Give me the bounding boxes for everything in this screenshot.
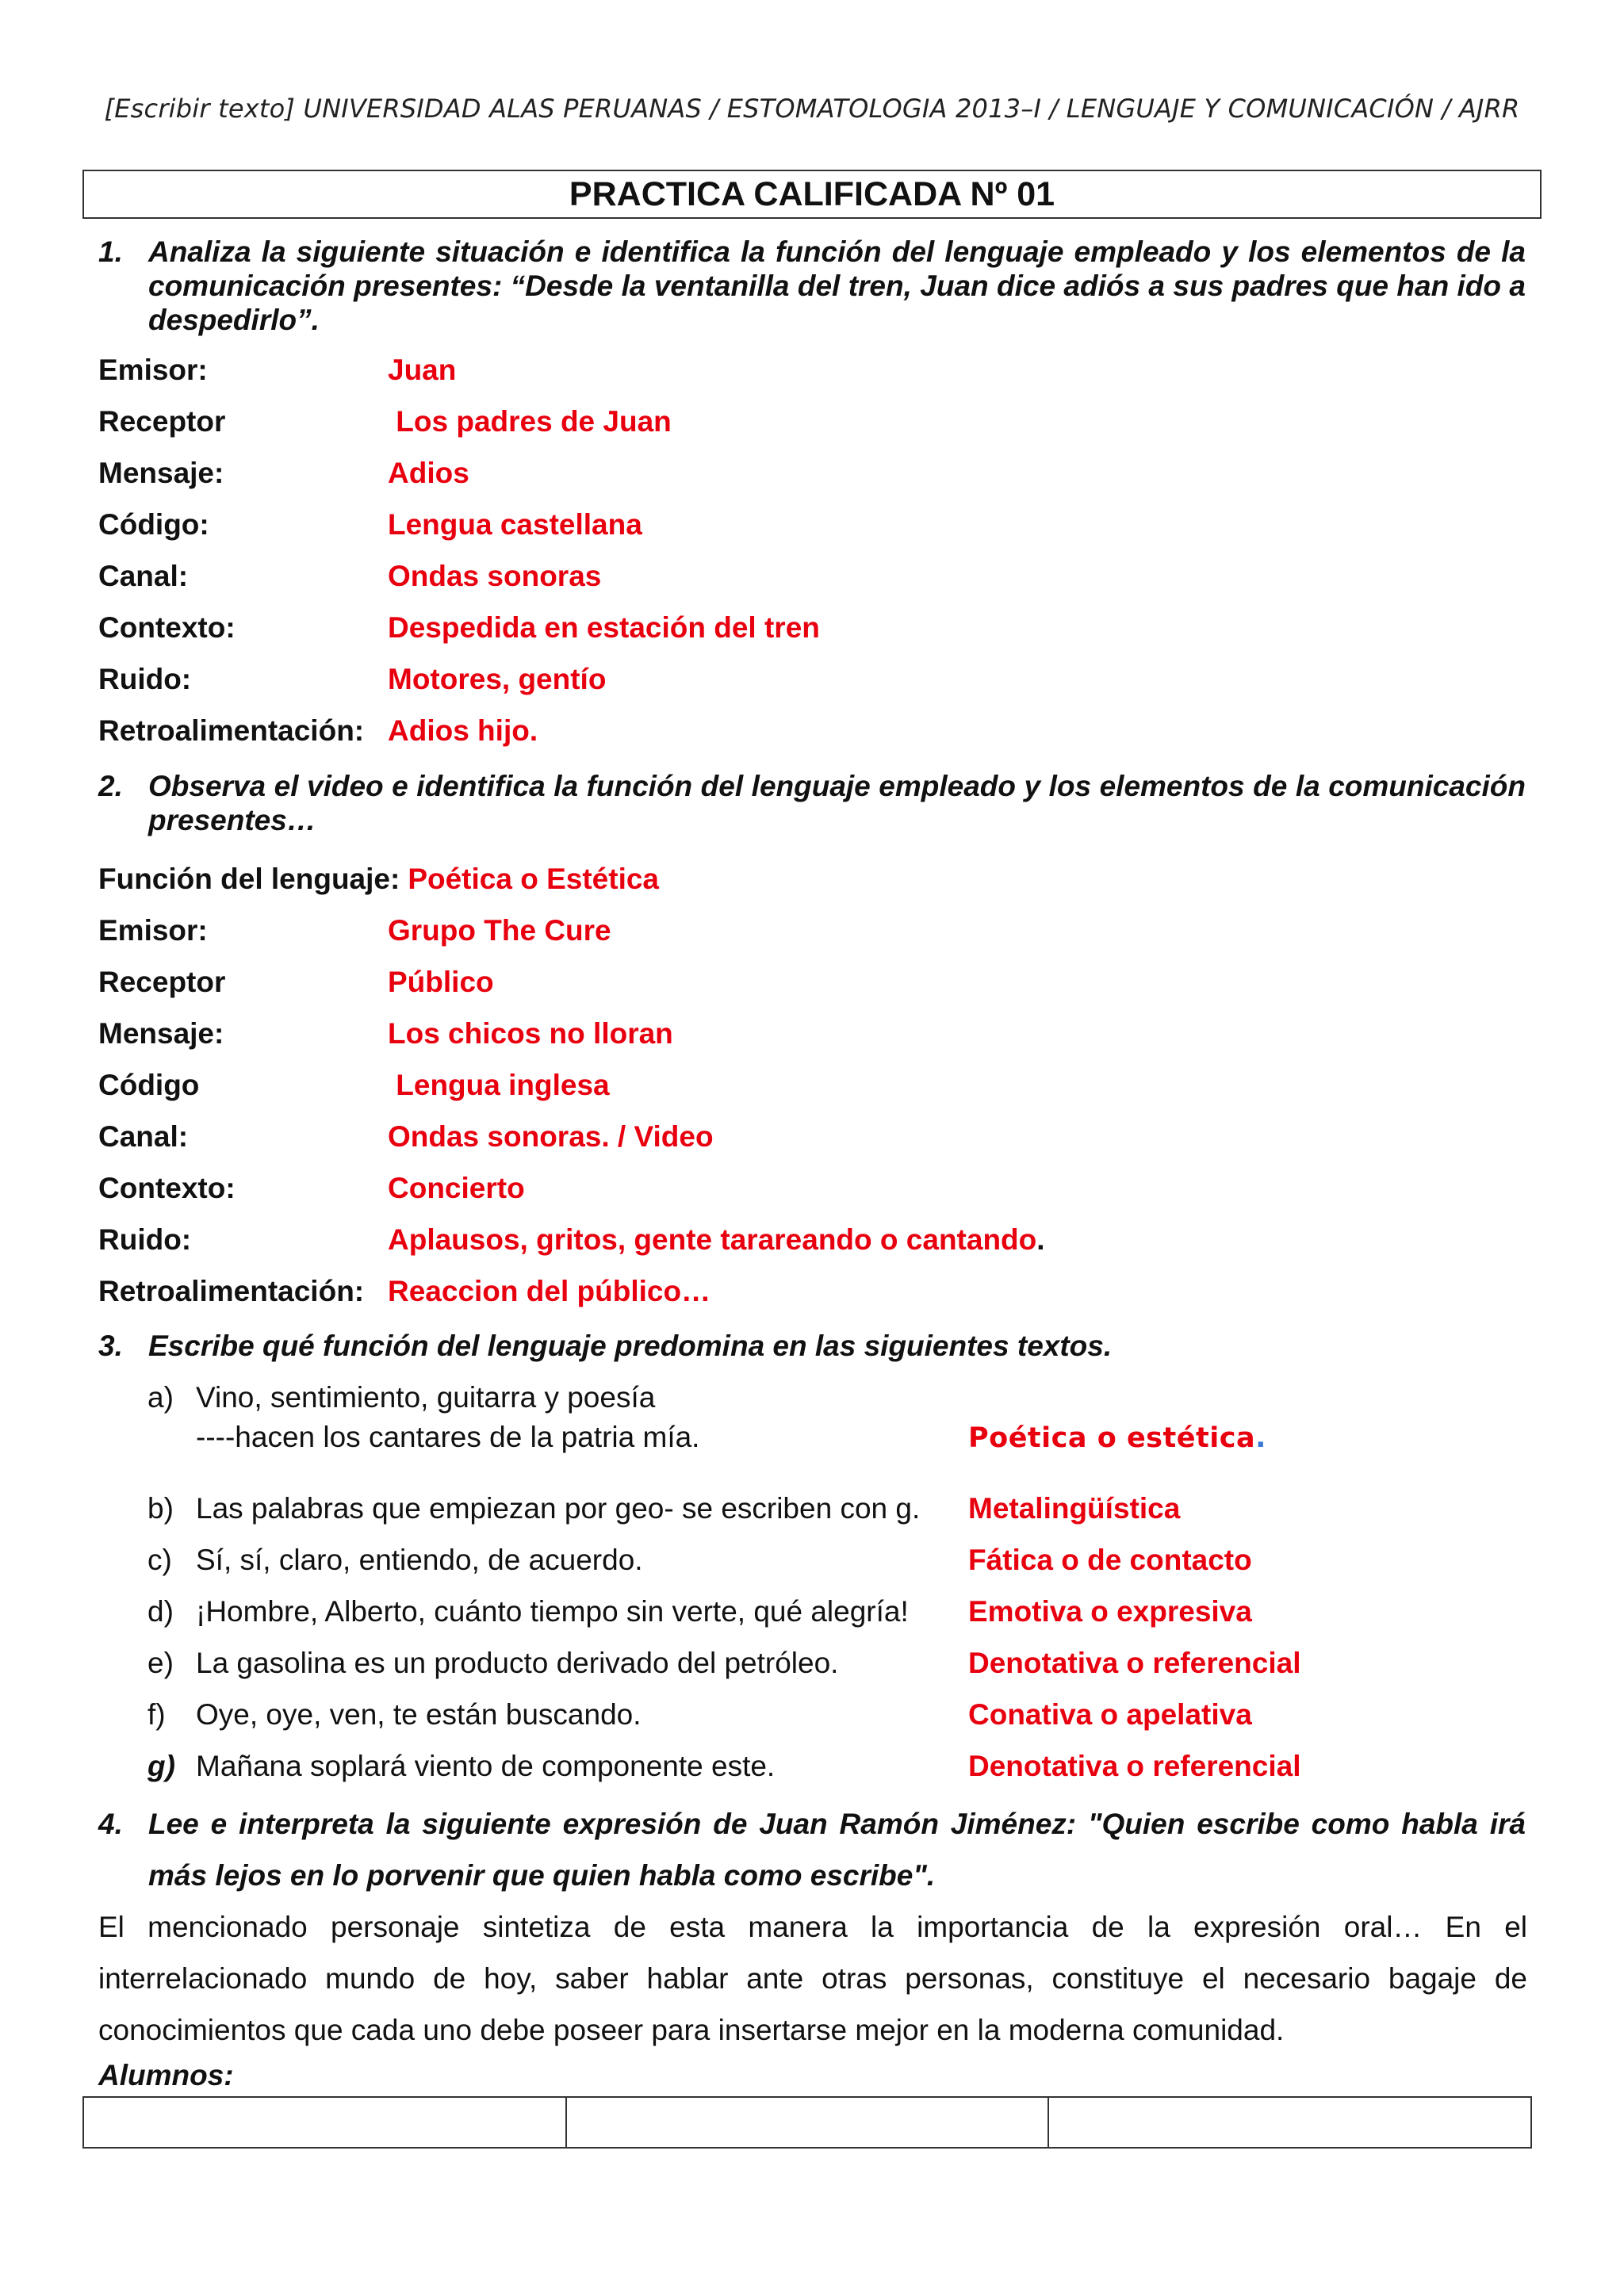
item-text: ¡Hombre, Alberto, cuánto tiempo sin verte, qué alegría!	[196, 1595, 909, 1628]
q2-row-emisor	[98, 911, 611, 951]
q3-answer-b: Metalingüística	[968, 1492, 1181, 1525]
q1-row-receptor	[98, 402, 672, 442]
item-letter: f)	[147, 1698, 166, 1731]
q3-answer-e: Denotativa o referencial	[968, 1647, 1301, 1679]
field-answer: Adios	[388, 457, 469, 489]
q1-row-codigo	[98, 505, 642, 545]
q2-row-ruido	[98, 1220, 1045, 1260]
item-letter: a)	[147, 1381, 174, 1414]
item-text: Oye, oye, ven, te están buscando.	[196, 1698, 642, 1731]
field-answer: Ondas sonoras. / Video	[388, 1120, 714, 1153]
field-answer: Grupo The Cure	[388, 914, 611, 947]
field-label: Canal:	[98, 560, 189, 592]
field-label: Receptor	[98, 966, 226, 998]
field-answer: Los padres de Juan	[388, 405, 672, 438]
field-answer: Ondas sonoras	[388, 560, 602, 592]
q2-row-contexto	[98, 1169, 525, 1208]
item-text: ----hacen los cantares de la patria mía.	[196, 1421, 700, 1453]
q1-row-ruido	[98, 660, 607, 699]
trailing-period: .	[1255, 1422, 1266, 1454]
question-number: 2.	[98, 770, 123, 802]
field-label: Contexto:	[98, 1172, 236, 1204]
question-text: Observa el video e identifica la función del lenguaje empleado y los elementos de la comunicación presentes…	[148, 770, 1526, 836]
field-answer: Lengua inglesa	[388, 1069, 610, 1101]
field-label: Ruido:	[98, 1223, 192, 1256]
field-label: Ruido:	[98, 663, 192, 695]
page-header: [Escribir texto] UNIVERSIDAD ALAS PERUANAS / ESTOMATOLOGIA 2013–I / LENGUAJE Y COMUNICACIÓN / AJRR	[104, 94, 1520, 124]
item-text: La gasolina es un producto derivado del petróleo.	[196, 1647, 839, 1679]
field-answer: Aplausos, gritos, gente tarareando o cantando	[388, 1223, 1037, 1256]
item-text: Vino, sentimiento, guitarra y poesía	[196, 1381, 656, 1414]
q3-answer-c: Fática o de contacto	[968, 1544, 1252, 1576]
field-label: Emisor:	[98, 354, 208, 386]
student-name-cell[interactable]	[84, 2098, 567, 2147]
q1-row-retroalimentacion	[98, 711, 538, 751]
question-text: Analiza la siguiente situación e identifica la función del lenguaje empleado y los elementos de la comunicación presentes: “Desde la ventanilla del tren, Juan dice adiós a sus padres que han ido a despedirlo”.	[148, 235, 1526, 336]
q2-row-canal	[98, 1117, 714, 1157]
field-answer: Público	[388, 966, 494, 998]
item-letter: e)	[147, 1647, 174, 1679]
q3-answer-d: Emotiva o expresiva	[968, 1595, 1252, 1628]
field-answer-group	[388, 1220, 1045, 1260]
question-number: 3.	[98, 1330, 123, 1362]
item-text: Mañana soplará viento de componente este.	[196, 1750, 776, 1782]
field-label: Función del lenguaje:	[98, 863, 400, 895]
item-letter: c)	[147, 1544, 172, 1576]
item-letter: d)	[147, 1595, 174, 1628]
item-text: Las palabras que empiezan por geo- se escriben con g.	[196, 1492, 921, 1525]
q2-row-codigo	[98, 1066, 610, 1105]
students-label: Alumnos:	[98, 2059, 234, 2091]
question-text: Escribe qué función del lenguaje predomina en las siguientes textos.	[148, 1330, 1113, 1362]
field-answer: Poética o Estética	[408, 863, 659, 895]
student-name-cell[interactable]	[1049, 2098, 1530, 2147]
q2-row-receptor	[98, 962, 494, 1002]
question-1	[98, 235, 1526, 337]
field-answer: Juan	[388, 354, 457, 386]
q2-row-mensaje	[98, 1014, 673, 1054]
field-label: Código:	[98, 508, 209, 541]
q1-row-mensaje	[98, 453, 469, 493]
field-answer: Los chicos no lloran	[388, 1017, 673, 1050]
item-letter: b)	[147, 1492, 174, 1525]
q1-row-emisor	[98, 350, 457, 390]
field-label: Canal:	[98, 1120, 189, 1153]
field-answer: Despedida en estación del tren	[388, 611, 820, 644]
field-answer: Lengua castellana	[388, 508, 642, 541]
question-3	[98, 1329, 1526, 1363]
answer-text: Poética o estética	[968, 1422, 1256, 1454]
students-table	[82, 2096, 1532, 2149]
question-text: Lee e interpreta la siguiente expresión de Juan Ramón Jiménez: "Quien escribe como habla irá más lejos en lo porvenir que quien habla como escribe".	[148, 1808, 1526, 1892]
item-letter: g)	[147, 1750, 175, 1782]
field-answer: Adios hijo.	[388, 714, 538, 747]
question-number: 1.	[98, 235, 123, 268]
field-answer: Reaccion del público…	[388, 1275, 711, 1307]
question-number: 4.	[98, 1808, 123, 1840]
field-label: Contexto:	[98, 611, 236, 644]
student-name-cell[interactable]	[567, 2098, 1050, 2147]
field-label: Mensaje:	[98, 457, 224, 489]
q3-answer-g: Denotativa o referencial	[968, 1750, 1301, 1782]
q2-row-funcion	[98, 859, 659, 899]
field-label: Mensaje:	[98, 1017, 224, 1050]
page-title: PRACTICA CALIFICADA Nº 01	[82, 170, 1542, 219]
question-4	[98, 1798, 1526, 1901]
question-2	[98, 769, 1526, 837]
q3-answer-a	[968, 1418, 1266, 1458]
field-label: Retroalimentación:	[98, 714, 365, 747]
q2-row-retroalimentacion	[98, 1272, 711, 1311]
field-label: Código	[98, 1069, 200, 1101]
q3-answer-f: Conativa o apelativa	[968, 1698, 1252, 1731]
field-label: Receptor	[98, 405, 226, 438]
answer-paragraph: El mencionado personaje sintetiza de esta manera la importancia de la expresión oral… En el interrelacionado mundo de hoy, saber hablar ante otras personas, constituye el necesario bagaje de conocimientos que cada uno debe poseer para insertarse mejor en la moderna comunidad.	[98, 1911, 1527, 2046]
item-text: Sí, sí, claro, entiendo, de acuerdo.	[196, 1544, 643, 1576]
q1-row-contexto	[98, 608, 820, 648]
q1-row-canal	[98, 557, 602, 596]
field-label: Emisor:	[98, 914, 208, 947]
field-label: Retroalimentación:	[98, 1275, 365, 1307]
field-answer: Concierto	[388, 1172, 525, 1204]
trailing-period: .	[1036, 1223, 1045, 1256]
field-answer: Motores, gentío	[388, 663, 607, 695]
